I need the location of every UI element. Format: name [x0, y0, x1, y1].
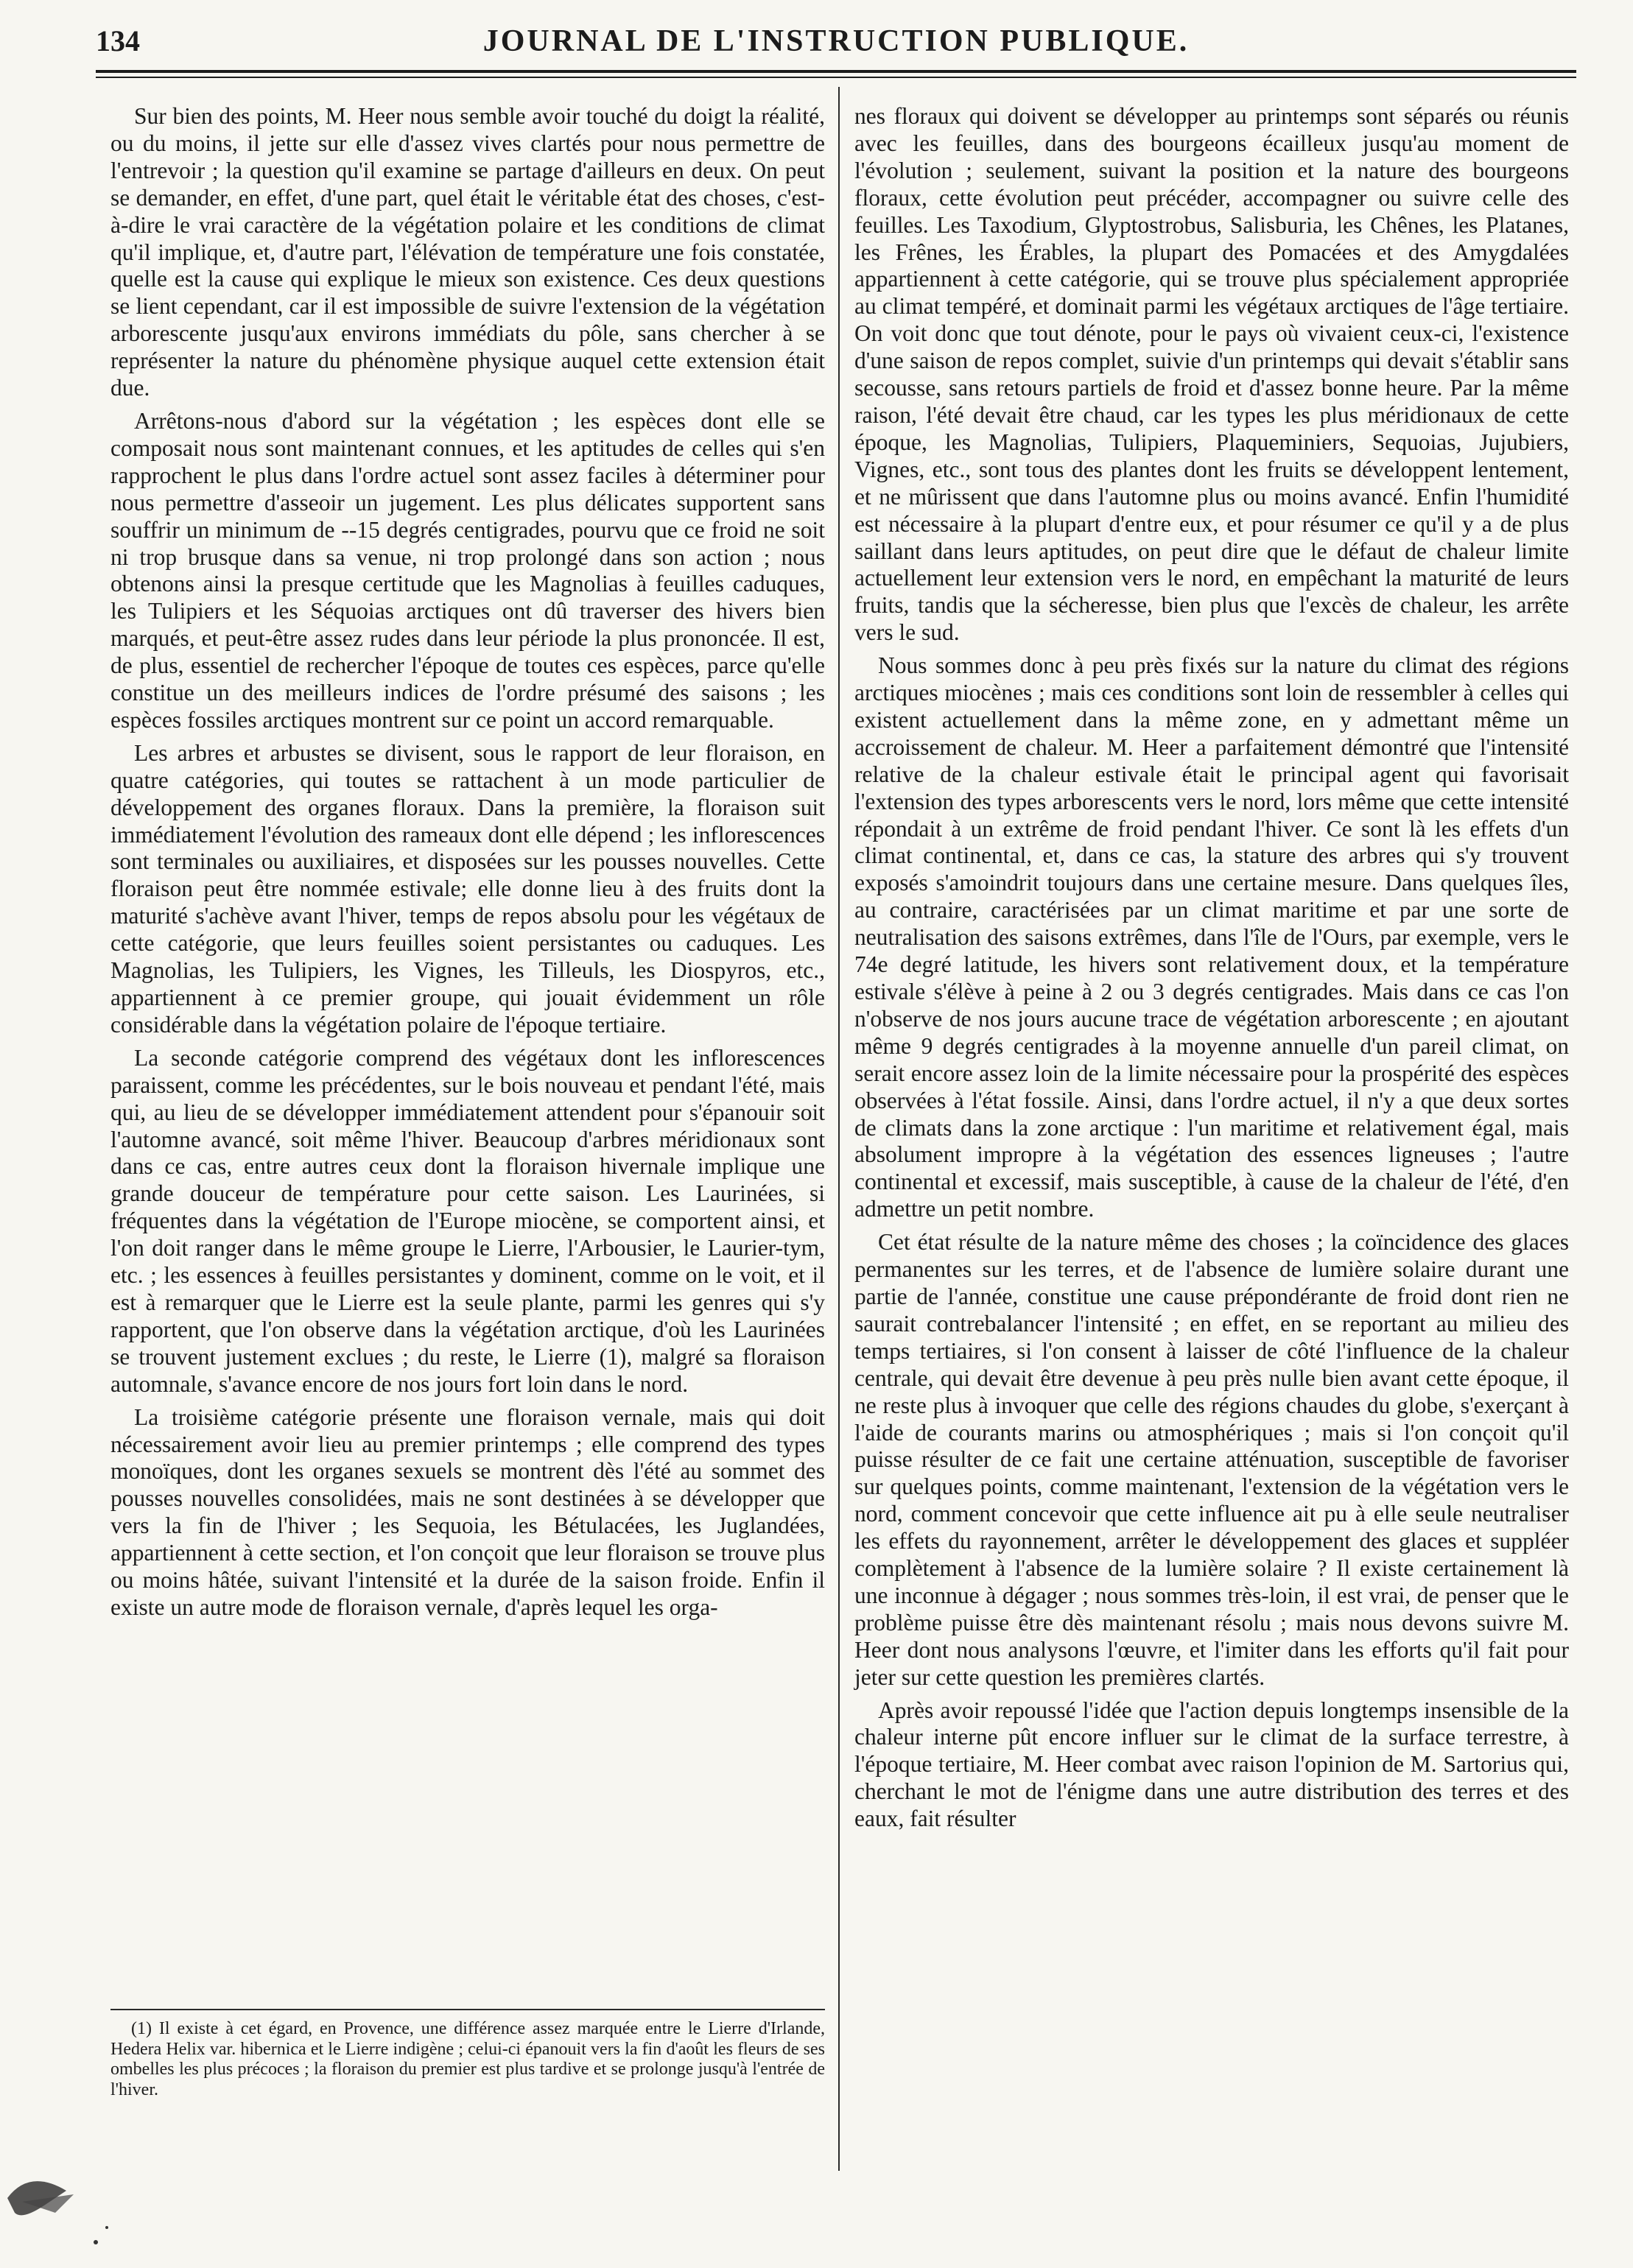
- ink-smudge-icon: [0, 2154, 118, 2257]
- header-rule-thin: [96, 77, 1576, 78]
- paragraph: Après avoir repoussé l'idée que l'action depuis longtemps insensible de la chaleur interne pût encore influer sur le climat de la surface terrestre, à l'époque tertiaire, M. Heer combat avec raison l'opinion de M. Sartorius qui, cherchant le mot de l'énigme dans une autre distribution des terres et des eaux, fait résulter: [854, 1697, 1569, 1832]
- footnote: (1) Il existe à cet égard, en Provence, une différence assez marquée entre le Lierre d'Irlande, Hedera Helix var. hibernica et le Lierre indigène ; celui-ci épanouit vers la fin d'août les fleurs de ses ombelles les plus précoces ; la floraison du premier est plus tardive et se prolonge jusqu'à l'entrée de l'hiver.: [110, 2019, 825, 2099]
- paragraph: Arrêtons-nous d'abord sur la végétation ; les espèces dont elle se composait nous sont maintenant connues, et les aptitudes de celles qui s'en rapprochent le plus dans l'ordre actuel sont assez faciles à déterminer pour nous permettre d'asseoir un jugement. Les plus délicates supportent sans souffrir un minimum de --15 degrés centigrades, pourvu que ce froid ne soit ni trop brusque dans sa venue, ni trop prolongé dans son action ; nous obtenons ainsi la presque certitude que les Magnolias à feuilles caduques, les Tulipiers et les Séquoias arctiques ont dû traverser des hivers bien marqués, et peut-être assez rudes dans leur période la plus prononcée. Il est, de plus, essentiel de rechercher l'époque de toutes ces espèces, parce qu'elle constitue un des meilleurs indices de l'ordre présumé des saisons ; les espèces fossiles arctiques montrent sur ce point un accord remarquable.: [110, 407, 825, 733]
- column-divider: [838, 87, 840, 2171]
- left-column: [110, 103, 825, 1621]
- footnote-rule: [110, 2009, 825, 2010]
- right-column: [854, 103, 1569, 1833]
- paragraph: Nous sommes donc à peu près fixés sur la nature du climat des régions arctiques miocènes ; mais ces conditions sont loin de ressembler à celles qui existent actuellement dans la même zone, en y admettant même un accroissement de chaleur. M. Heer a parfaitement démontré que l'intensité relative de la chaleur estivale était le principal agent qui favorisait l'extension des types arborescents vers le nord, lors même que cette intensité répondait à un extrême de froid pendant l'hiver. Ce sont là les effets d'un climat continental, et, dans ce cas, la stature des arbres qui s'y trouvent exposés s'amoindrit toujours dans une certaine mesure. Dans quelques îles, au contraire, caractérisées par un climat maritime et par une sorte de neutralisation des saisons extrêmes, dans l'île de l'Ours, par exemple, vers le 74e degré latitude, les hivers sont relativement doux, et la température estivale s'élève à peine à 2 ou 3 degrés centigrades. Mais dans ce cas l'on n'observe de nos jours aucune trace de végétation arborescente ; en ajoutant même 9 degrés centigrades à la moyenne annuelle d'un pareil climat, on serait encore assez loin de la limite nécessaire pour la prospérité des espèces observées à l'état fossile. Ainsi, dans l'ordre actuel, il n'y a que deux sortes de climats dans la zone arctique : l'un maritime et relativement égal, mais absolument impropre à la végétation des essences ligneuses ; l'autre continental et excessif, mais susceptible, à cause de la chaleur de l'été, d'en admettre un petit nombre.: [854, 652, 1569, 1222]
- header-rule-thick: [96, 70, 1576, 73]
- paragraph: La seconde catégorie comprend des végétaux dont les inflorescences paraissent, comme les précédentes, sur le bois nouveau et pendant l'été, mais qui, au lieu de se développer immédiatement attendent pour s'épanouir soit l'automne avancé, soit même l'hiver. Beaucoup d'arbres méridionaux sont dans ce cas, entre autres ceux dont la floraison hivernale implique une grande douceur de température pour cette saison. Les Laurinées, si fréquentes dans la végétation de l'Europe miocène, se comportent ainsi, et l'on doit ranger dans le même groupe le Lierre, l'Arbousier, le Laurier-tym, etc. ; les essences à feuilles persistantes y dominent, comme on le voit, et il est à remarquer que le Lierre est la seule plante, parmi les genres qui s'y rapportent, que l'on observe dans la végétation arctique, d'où les Laurinées se trouvent justement exclues ; du reste, le Lierre (1), malgré sa floraison automnale, s'avance encore de nos jours fort loin dans le nord.: [110, 1044, 825, 1397]
- page-number: 134: [96, 24, 140, 57]
- paragraph: La troisième catégorie présente une floraison vernale, mais qui doit nécessairement avoir lieu au premier printemps ; elle comprend des types monoïques, dont les organes sexuels se montrent dès l'été au sommet des pousses nouvelles consolidées, mais ne sont destinées à se développer que vers la fin de l'hiver ; les Sequoia, les Bétulacées, les Juglandées, appartiennent à cette section, et l'on conçoit que leur floraison se trouve plus ou moins hâtée, suivant l'intensité et la durée de la saison froide. Enfin il existe un autre mode de floraison vernale, d'après lequel les orga-: [110, 1404, 825, 1620]
- paragraph: Les arbres et arbustes se divisent, sous le rapport de leur floraison, en quatre catégories, qui toutes se rattachent à un mode particulier de développement des organes floraux. Dans la première, la floraison suit immédiatement l'évolution des rameaux dont elle dépend ; les inflorescences sont terminales ou auxiliaires, et disposées sur les pousses nouvelles. Cette floraison peut être nommée estivale; elle donne lieu à des fruits dont la maturité s'achève avant l'hiver, temps de repos absolu pour les végétaux de cette catégorie, que leurs feuilles soient persistantes ou caduques. Les Magnolias, les Tulipiers, les Vignes, les Tilleuls, les Diospyros, etc., appartiennent à ce premier groupe, qui jouait évidemment un rôle considérable dans la végétation polaire de l'époque tertiaire.: [110, 739, 825, 1038]
- journal-title: JOURNAL DE L'INSTRUCTION PUBLIQUE.: [482, 24, 1190, 58]
- page-header: [96, 16, 1576, 68]
- paragraph: nes floraux qui doivent se développer au printemps sont séparés ou réunis avec les feuilles, dans des bourgeons écailleux jusqu'au moment de l'évolution ; seulement, suivant la position et la nature des bourgeons floraux, cette évolution peut précéder, accompagner ou suivre celle des feuilles. Les Taxodium, Glyptostrobus, Salisburia, les Chênes, les Platanes, les Frênes, les Érables, la plupart des Pomacées et des Amygdalées appartiennent à cette catégorie, qui se trouve plus spécialement appropriée au climat tempéré, et dominait parmi les végétaux arctiques de l'âge tertiaire. On voit donc que tout dénote, pour le pays où vivaient ceux-ci, l'existence d'une saison de repos complet, suivie d'un printemps qui devait s'établir sans secousse, sans retours partiels de froid et d'assez bonne heure. Par la même raison, l'été devait être chaud, car les types les plus méridionaux de cette époque, les Magnolias, Tulipiers, Plaqueminiers, Sequoias, Jujubiers, Vignes, etc., sont tous des plantes dont les fruits se développent lentement, et ne mûrissent que dans l'automne plus ou moins avancé. Enfin l'humidité est nécessaire à la plupart d'entre eux, et pour résumer ce qu'il y a de plus saillant dans leurs aptitudes, on peut dire que le défaut de chaleur limite actuellement leur extension vers le nord, en empêchant la maturité de leurs fruits, tandis que la sécheresse, bien plus que l'excès de chaleur, les arrête vers le sud.: [854, 103, 1569, 646]
- paragraph: Cet état résulte de la nature même des choses ; la coïncidence des glaces permanentes sur les terres, et de l'absence de lumière solaire durant une partie de l'année, constitue une cause prépondérante de froid dont rien ne saurait contrebalancer l'intensité ; en effet, en se reportant au milieu des temps tertiaires, si l'on consent à laisser de côté l'influence de la chaleur centrale, qui devait être devenue à peu près nulle bien avant cette époque, il ne reste plus à invoquer que celle des régions chaudes du globe, s'exerçant à l'aide de courants marins ou atmosphériques ; mais si l'on conçoit qu'il puisse résulter de ce fait une certaine atténuation, susceptible de favoriser sur quelques points, comme maintenant, l'extension de la végétation vers le nord, comment concevoir que cette influence ait pu à elle seule neutraliser les effets du rayonnement, arrêter le développement des glaces et suppléer complètement à l'absence de la lumière solaire ? Il existe certainement là une inconnue à dégager ; nous sommes très-loin, il est vrai, de penser que le problème puisse être dès maintenant résolu ; mais nous devons suivre M. Heer dont nous analysons l'œuvre, et l'imiter dans les efforts qu'il fait pour jeter sur cette question les premières clartés.: [854, 1229, 1569, 1690]
- paragraph: Sur bien des points, M. Heer nous semble avoir touché du doigt la réalité, ou du moins, il jette sur elle d'assez vives clartés pour nous permettre de l'entrevoir ; la question qu'il examine se partage d'ailleurs en deux. On peut se demander, en effet, d'une part, quel était le véritable état des choses, c'est-à-dire le vrai caractère de la végétation polaire et les conditions de climat qu'il implique, et, d'autre part, l'élévation de température une fois constatée, quelle est la cause qui explique le mieux son existence. Ces deux questions se lient cependant, car il est impossible de suivre l'extension de la végétation arborescente jusqu'aux environs immédiats du pôle, sans chercher à se représenter la nature du phénomène physique auquel cette extension était due.: [110, 103, 825, 401]
